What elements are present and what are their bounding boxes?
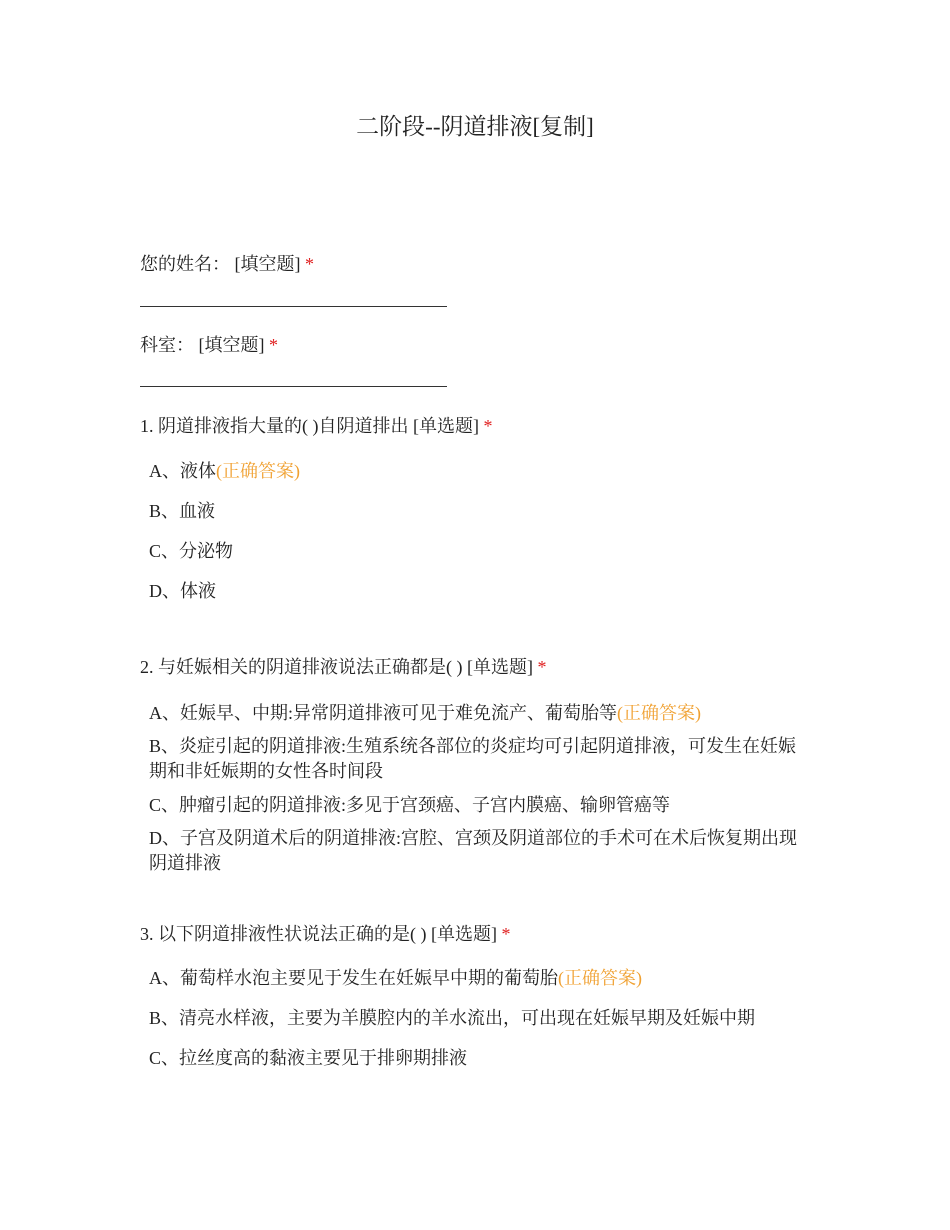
field-department-label — [140, 333, 278, 357]
q2-option-c[interactable]: C、肿瘤引起的阴道排液:多见于宫颈癌、子宫内膜癌、输卵管癌等 — [149, 795, 671, 815]
correct-answer-label: (正确答案) — [617, 703, 701, 723]
q3-option-b[interactable]: B、清亮水样液，主要为羊膜腔内的羊水流出，可出现在妊娠早期及妊娠中期 — [149, 1008, 756, 1028]
q1-option-c[interactable]: C、分泌物 — [149, 541, 234, 561]
q1-option-d[interactable]: D、体液 — [149, 581, 216, 601]
correct-answer-label: (正确答案) — [216, 461, 300, 481]
field-type: [填空题] — [234, 254, 301, 274]
q1-option-a[interactable] — [149, 459, 300, 483]
question-1-title — [140, 414, 493, 438]
q2-option-b[interactable]: B、炎症引起的阴道排液:生殖系统各部位的炎症均可引起阴道排液，可发生在妊娠期和非妊娠期的女性各时间段 — [149, 736, 797, 781]
field-label: 您的姓名： — [140, 254, 230, 274]
required-mark: * — [483, 416, 493, 436]
question-type: [单选题] — [467, 657, 533, 677]
q2-option-a[interactable] — [149, 701, 701, 725]
required-mark: * — [305, 254, 314, 274]
name-input-line[interactable] — [140, 306, 447, 307]
q3-option-a[interactable] — [149, 966, 642, 990]
option-text: A、妊娠早、中期:异常阴道排液可见于难免流产、葡萄胎等 — [149, 703, 617, 723]
q1-option-b[interactable]: B、血液 — [149, 501, 216, 521]
field-name-label — [140, 252, 314, 276]
page-title: 二阶段--阴道排液[复制] — [356, 114, 594, 139]
correct-answer-label: (正确答案) — [558, 968, 642, 988]
q3-option-c[interactable]: C、拉丝度高的黏液主要见于排卵期排液 — [149, 1048, 468, 1068]
required-mark: * — [269, 335, 278, 355]
department-input-line[interactable] — [140, 386, 447, 387]
question-3-title — [140, 922, 511, 946]
question-type: [单选题] — [431, 924, 497, 944]
field-label: 科室： — [140, 335, 194, 355]
option-text: A、葡萄样水泡主要见于发生在妊娠早中期的葡萄胎 — [149, 968, 558, 988]
question-text: 1. 阴道排液指大量的( )自阴道排出 — [140, 416, 409, 436]
question-text: 3. 以下阴道排液性状说法正确的是( ) — [140, 924, 427, 944]
question-text: 2. 与妊娠相关的阴道排液说法正确都是( ) — [140, 657, 463, 677]
question-type: [单选题] — [413, 416, 479, 436]
field-type: [填空题] — [198, 335, 265, 355]
question-2-title — [140, 655, 547, 679]
required-mark: * — [537, 657, 547, 677]
required-mark: * — [501, 924, 511, 944]
option-text: A、液体 — [149, 461, 216, 481]
q2-option-d[interactable]: D、子宫及阴道术后的阴道排液:宫腔、宫颈及阴道部位的手术可在术后恢复期出现阴道排液 — [149, 828, 797, 873]
